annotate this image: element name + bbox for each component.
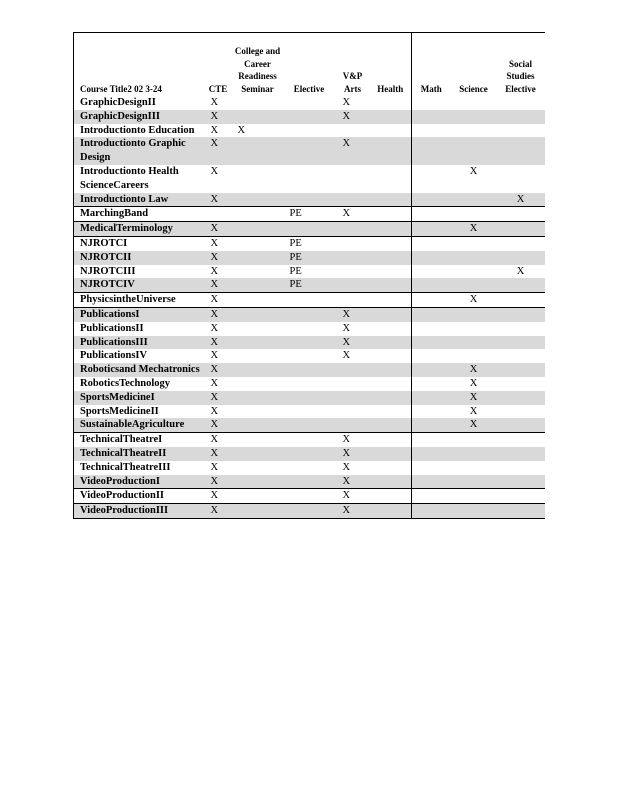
- cell-course-title: TechnicalTheatreII: [74, 447, 204, 461]
- cell-health: [370, 137, 412, 165]
- course-table-sheet: [73, 32, 544, 519]
- cell-course-title: VideoProductionIII: [74, 504, 204, 519]
- cell-health: [370, 322, 412, 336]
- cell-social-studies-elective: [497, 110, 545, 124]
- cell-math: [412, 377, 451, 391]
- cell-health: [370, 504, 412, 519]
- cell-social-studies-elective: [497, 236, 545, 250]
- cell-science: [451, 461, 497, 475]
- cell-course-title: PublicationsI: [74, 307, 204, 321]
- table-row: [74, 405, 545, 419]
- cell-science: [451, 124, 497, 138]
- table-row: [74, 222, 545, 237]
- cell-cte: X: [210, 434, 219, 446]
- cell-vp-arts: X: [342, 97, 351, 108]
- cell-math: [412, 349, 451, 363]
- header-science: Science: [451, 33, 497, 97]
- cell-cte: X: [210, 350, 219, 362]
- cell-course-title: PublicationsIV: [74, 349, 204, 363]
- cell-math: [412, 165, 451, 193]
- cell-health: [370, 193, 412, 207]
- table-row: [74, 349, 545, 363]
- cell-elective: [283, 489, 336, 504]
- header-cte: CTE: [204, 33, 233, 97]
- cell-ccr-seminar: [233, 193, 283, 207]
- cell-ccr-seminar: [233, 307, 283, 321]
- cell-course-title: Introductionto Education: [74, 124, 204, 138]
- cell-elective: [283, 137, 336, 165]
- table-row: [74, 110, 545, 124]
- cell-health: [370, 418, 412, 432]
- cell-vp-arts: X: [336, 489, 370, 504]
- cell-cte: X: [204, 475, 233, 489]
- cell-elective: [283, 461, 336, 475]
- cell-social-studies-elective: X: [497, 193, 545, 207]
- cell-health: [370, 278, 412, 292]
- cell-math: [412, 293, 451, 308]
- table-row: [74, 475, 545, 489]
- cell-vp-arts: X: [336, 447, 370, 461]
- cell-elective: [283, 377, 336, 391]
- table-row: [74, 418, 545, 432]
- cell-course-title: Roboticsand Mechatronics: [74, 363, 204, 377]
- cell-social-studies-elective: [497, 336, 545, 350]
- cell-ccr-seminar: [233, 265, 283, 279]
- cell-math: [412, 251, 451, 265]
- cell-vp-arts: [336, 391, 370, 405]
- cell-elective: [283, 475, 336, 489]
- table-row: [74, 461, 545, 475]
- course-table: [73, 32, 545, 519]
- cell-vp-arts: X: [342, 461, 351, 473]
- cell-vp-arts: [336, 251, 370, 265]
- cell-course-title: Introductionto Graphic Design: [74, 137, 204, 165]
- cell-ccr-seminar: [233, 489, 283, 504]
- cell-elective: PE: [289, 265, 302, 277]
- cell-course-title: VideoProductionII: [74, 489, 204, 504]
- cell-cte: X: [210, 265, 219, 277]
- cell-ccr-seminar: [233, 336, 283, 350]
- cell-math: [412, 236, 451, 250]
- cell-course-title: VideoProductionI: [74, 475, 204, 489]
- cell-course-title: SportsMedicineII: [74, 405, 204, 419]
- cell-social-studies-elective: [497, 461, 545, 475]
- cell-math: [412, 504, 451, 519]
- cell-vp-arts: [336, 278, 370, 292]
- cell-science: [451, 137, 497, 165]
- cell-course-title: NJROTCIV: [74, 278, 204, 292]
- cell-ccr-seminar: [233, 418, 283, 432]
- cell-health: [370, 336, 412, 350]
- cell-social-studies-elective: [497, 405, 545, 419]
- table-row: [74, 489, 545, 504]
- cell-health: [370, 363, 412, 377]
- cell-vp-arts: [336, 265, 370, 279]
- cell-science: [451, 504, 497, 519]
- cell-course-title: Introductionto Law: [74, 193, 204, 207]
- cell-cte: X: [204, 504, 233, 519]
- cell-cte: X: [204, 137, 233, 165]
- cell-vp-arts: X: [336, 504, 370, 519]
- cell-vp-arts: X: [336, 137, 370, 165]
- cell-health: [370, 265, 412, 279]
- cell-vp-arts: [336, 363, 370, 377]
- cell-science: X: [451, 222, 497, 237]
- cell-health: [370, 475, 412, 489]
- cell-cte: X: [210, 405, 219, 417]
- cell-science: X: [451, 418, 497, 432]
- cell-elective: [283, 391, 336, 405]
- cell-course-title: NJROTCI: [74, 236, 204, 250]
- cell-cte: X: [204, 489, 233, 504]
- cell-health: [370, 251, 412, 265]
- cell-ccr-seminar: [233, 207, 283, 222]
- cell-elective: [283, 110, 336, 124]
- cell-course-title: PublicationsIII: [74, 336, 204, 350]
- cell-course-title: GraphicDesignIII: [74, 110, 204, 124]
- cell-science: X: [469, 377, 478, 389]
- header-ccr-seminar: College and Career Readiness Seminar: [233, 33, 283, 97]
- cell-cte: X: [210, 322, 219, 334]
- cell-health: [370, 110, 412, 124]
- cell-course-title: NJROTCII: [74, 251, 204, 265]
- cell-cte: X: [204, 193, 233, 207]
- cell-science: [451, 207, 497, 222]
- cell-vp-arts: X: [336, 307, 370, 321]
- cell-ccr-seminar: [233, 222, 283, 237]
- cell-health: [370, 461, 412, 475]
- cell-elective: [283, 405, 336, 419]
- cell-math: [412, 193, 451, 207]
- cell-course-title: MedicalTerminology: [74, 222, 204, 237]
- table-row: [74, 278, 545, 292]
- cell-course-title: PublicationsII: [74, 322, 204, 336]
- cell-cte: X: [204, 363, 233, 377]
- table-row: [74, 433, 545, 447]
- cell-ccr-seminar: [233, 322, 283, 336]
- cell-science: [451, 96, 497, 110]
- cell-math: [412, 418, 451, 432]
- table-row: [74, 377, 545, 391]
- header-math: Math: [412, 33, 451, 97]
- cell-science: X: [451, 391, 497, 405]
- cell-cte: X: [210, 461, 219, 473]
- cell-vp-arts: [336, 377, 370, 391]
- table-row: [74, 207, 545, 222]
- table-row: [74, 447, 545, 461]
- header-health: Health: [370, 33, 412, 97]
- cell-elective: PE: [283, 278, 336, 292]
- cell-social-studies-elective: [497, 447, 545, 461]
- cell-ccr-seminar: [233, 433, 283, 447]
- cell-vp-arts: [336, 405, 370, 419]
- cell-elective: [283, 165, 336, 193]
- cell-social-studies-elective: [497, 165, 545, 193]
- cell-course-title: TechnicalTheatreI: [74, 433, 204, 447]
- cell-math: [412, 363, 451, 377]
- cell-math: [412, 322, 451, 336]
- cell-social-studies-elective: [497, 278, 545, 292]
- cell-cte: X: [210, 237, 219, 249]
- cell-elective: [283, 193, 336, 207]
- cell-math: [412, 475, 451, 489]
- cell-health: [370, 391, 412, 405]
- cell-cte: X: [204, 251, 233, 265]
- cell-math: [412, 461, 451, 475]
- cell-social-studies-elective: [497, 124, 545, 138]
- header-course-title: Course Title2 02 3-24: [74, 33, 204, 97]
- cell-science: [451, 489, 497, 504]
- cell-math: [412, 336, 451, 350]
- cell-vp-arts: X: [336, 110, 370, 124]
- table-row: [74, 504, 545, 519]
- cell-elective: [283, 504, 336, 519]
- cell-social-studies-elective: [497, 96, 545, 110]
- cell-cte: X: [210, 377, 219, 389]
- table-row: [74, 265, 545, 279]
- cell-cte: X: [204, 110, 233, 124]
- cell-math: [412, 405, 451, 419]
- cell-science: [451, 433, 497, 447]
- cell-elective: [283, 124, 336, 138]
- cell-social-studies-elective: [497, 377, 545, 391]
- cell-course-title: MarchingBand: [74, 207, 204, 222]
- cell-vp-arts: X: [336, 207, 370, 222]
- cell-cte: X: [204, 222, 233, 237]
- cell-ccr-seminar: [233, 236, 283, 250]
- cell-math: [412, 207, 451, 222]
- cell-elective: [283, 307, 336, 321]
- cell-science: [451, 278, 497, 292]
- cell-elective: PE: [289, 237, 302, 249]
- cell-elective: [283, 349, 336, 363]
- cell-cte: X: [204, 278, 233, 292]
- cell-ccr-seminar: [233, 377, 283, 391]
- cell-course-title: SustainableAgriculture: [74, 418, 204, 432]
- cell-social-studies-elective: [497, 418, 545, 432]
- cell-science: [451, 447, 497, 461]
- header-elective: Elective: [283, 33, 336, 97]
- cell-vp-arts: [336, 293, 370, 308]
- cell-social-studies-elective: [497, 137, 545, 165]
- cell-math: [412, 137, 451, 165]
- table-row: [74, 336, 545, 350]
- cell-health: [370, 222, 412, 237]
- cell-cte: X: [204, 391, 233, 405]
- cell-social-studies-elective: [497, 307, 545, 321]
- table-row: [74, 96, 545, 110]
- cell-elective: [283, 293, 336, 308]
- cell-health: [370, 349, 412, 363]
- cell-elective: [283, 418, 336, 432]
- table-row: [74, 307, 545, 321]
- cell-health: [370, 405, 412, 419]
- cell-cte: X: [210, 124, 219, 136]
- cell-vp-arts: X: [342, 350, 351, 362]
- cell-ccr-seminar: [233, 96, 283, 110]
- cell-ccr-seminar: [233, 251, 283, 265]
- cell-health: [370, 124, 412, 138]
- cell-science: [451, 336, 497, 350]
- cell-health: [370, 377, 412, 391]
- cell-math: [412, 222, 451, 237]
- cell-health: [370, 236, 412, 250]
- cell-science: X: [451, 363, 497, 377]
- cell-science: [451, 322, 497, 336]
- cell-vp-arts: X: [336, 336, 370, 350]
- cell-cte: X: [210, 97, 219, 108]
- cell-social-studies-elective: [497, 489, 545, 504]
- cell-elective: PE: [283, 207, 336, 222]
- cell-math: [412, 124, 451, 138]
- cell-course-title: TechnicalTheatreIII: [74, 461, 204, 475]
- table-row: [74, 236, 545, 250]
- cell-math: [412, 391, 451, 405]
- cell-ccr-seminar: [233, 504, 283, 519]
- cell-elective: [283, 322, 336, 336]
- cell-science: [451, 110, 497, 124]
- cell-cte: X: [204, 336, 233, 350]
- cell-elective: [283, 447, 336, 461]
- cell-course-title: Introductionto Health ScienceCareers: [74, 165, 204, 193]
- cell-vp-arts: X: [336, 475, 370, 489]
- cell-cte: X: [210, 165, 219, 177]
- cell-ccr-seminar: [233, 475, 283, 489]
- cell-vp-arts: X: [342, 322, 351, 334]
- table-row: [74, 165, 545, 193]
- cell-health: [370, 207, 412, 222]
- cell-health: [370, 307, 412, 321]
- cell-ccr-seminar: [233, 447, 283, 461]
- cell-course-title: PhysicsintheUniverse: [74, 293, 204, 308]
- cell-science: [451, 307, 497, 321]
- cell-course-title: SportsMedicineI: [74, 391, 204, 405]
- cell-social-studies-elective: X: [516, 265, 525, 277]
- cell-vp-arts: [336, 165, 370, 193]
- cell-ccr-seminar: [233, 391, 283, 405]
- cell-math: [412, 278, 451, 292]
- cell-elective: PE: [283, 251, 336, 265]
- cell-science: [451, 265, 497, 279]
- cell-social-studies-elective: [497, 349, 545, 363]
- table-row: [74, 251, 545, 265]
- cell-health: [370, 489, 412, 504]
- cell-vp-arts: X: [342, 434, 351, 446]
- cell-vp-arts: [336, 418, 370, 432]
- cell-health: [370, 165, 412, 193]
- cell-social-studies-elective: [497, 475, 545, 489]
- header-social-studies-elective: Social Studies Elective: [497, 33, 545, 97]
- cell-ccr-seminar: [233, 349, 283, 363]
- cell-ccr-seminar: [233, 405, 283, 419]
- cell-vp-arts: [336, 222, 370, 237]
- cell-social-studies-elective: [497, 391, 545, 405]
- cell-vp-arts: [336, 236, 370, 250]
- cell-math: [412, 433, 451, 447]
- cell-ccr-seminar: [233, 278, 283, 292]
- cell-cte: X: [204, 293, 233, 308]
- cell-ccr-seminar: [233, 461, 283, 475]
- cell-course-title: GraphicDesignII: [74, 96, 204, 110]
- cell-vp-arts: [336, 124, 370, 138]
- cell-ccr-seminar: [233, 165, 283, 193]
- cell-social-studies-elective: [497, 293, 545, 308]
- cell-social-studies-elective: [497, 207, 545, 222]
- cell-course-title: NJROTCIII: [74, 265, 204, 279]
- cell-social-studies-elective: [497, 504, 545, 519]
- cell-math: [412, 110, 451, 124]
- cell-vp-arts: [336, 193, 370, 207]
- table-row: [74, 293, 545, 308]
- cell-math: [412, 447, 451, 461]
- cell-science: [451, 475, 497, 489]
- cell-social-studies-elective: [497, 433, 545, 447]
- cell-science: [451, 349, 497, 363]
- table-row: [74, 322, 545, 336]
- cell-cte: X: [204, 447, 233, 461]
- cell-elective: [283, 336, 336, 350]
- cell-social-studies-elective: [497, 251, 545, 265]
- cell-health: [370, 447, 412, 461]
- table-row: [74, 137, 545, 165]
- cell-health: [370, 96, 412, 110]
- header-vp-arts: V&P Arts: [336, 33, 370, 97]
- cell-science: [451, 193, 497, 207]
- cell-ccr-seminar: [233, 110, 283, 124]
- cell-ccr-seminar: [233, 363, 283, 377]
- cell-elective: [283, 363, 336, 377]
- cell-science: [451, 236, 497, 250]
- table-row: [74, 363, 545, 377]
- cell-course-title: RoboticsTechnology: [74, 377, 204, 391]
- cell-elective: [283, 96, 336, 110]
- cell-ccr-seminar: X: [237, 124, 246, 136]
- cell-health: [370, 433, 412, 447]
- cell-health: [370, 293, 412, 308]
- table-row: [74, 391, 545, 405]
- cell-social-studies-elective: [497, 222, 545, 237]
- header-row: [74, 33, 545, 97]
- cell-math: [412, 265, 451, 279]
- cell-ccr-seminar: [233, 293, 283, 308]
- cell-cte: X: [204, 418, 233, 432]
- course-rows: [74, 96, 545, 518]
- cell-science: X: [469, 405, 478, 417]
- cell-elective: [283, 222, 336, 237]
- cell-cte: [204, 207, 233, 222]
- cell-elective: [283, 433, 336, 447]
- table-row: [74, 193, 545, 207]
- cell-math: [412, 96, 451, 110]
- cell-science: [451, 251, 497, 265]
- cell-social-studies-elective: [497, 363, 545, 377]
- cell-social-studies-elective: [497, 322, 545, 336]
- cell-math: [412, 489, 451, 504]
- cell-cte: X: [204, 307, 233, 321]
- cell-science: X: [469, 165, 478, 177]
- cell-ccr-seminar: [233, 137, 283, 165]
- table-row: [74, 124, 545, 138]
- cell-science: X: [451, 293, 497, 308]
- cell-math: [412, 307, 451, 321]
